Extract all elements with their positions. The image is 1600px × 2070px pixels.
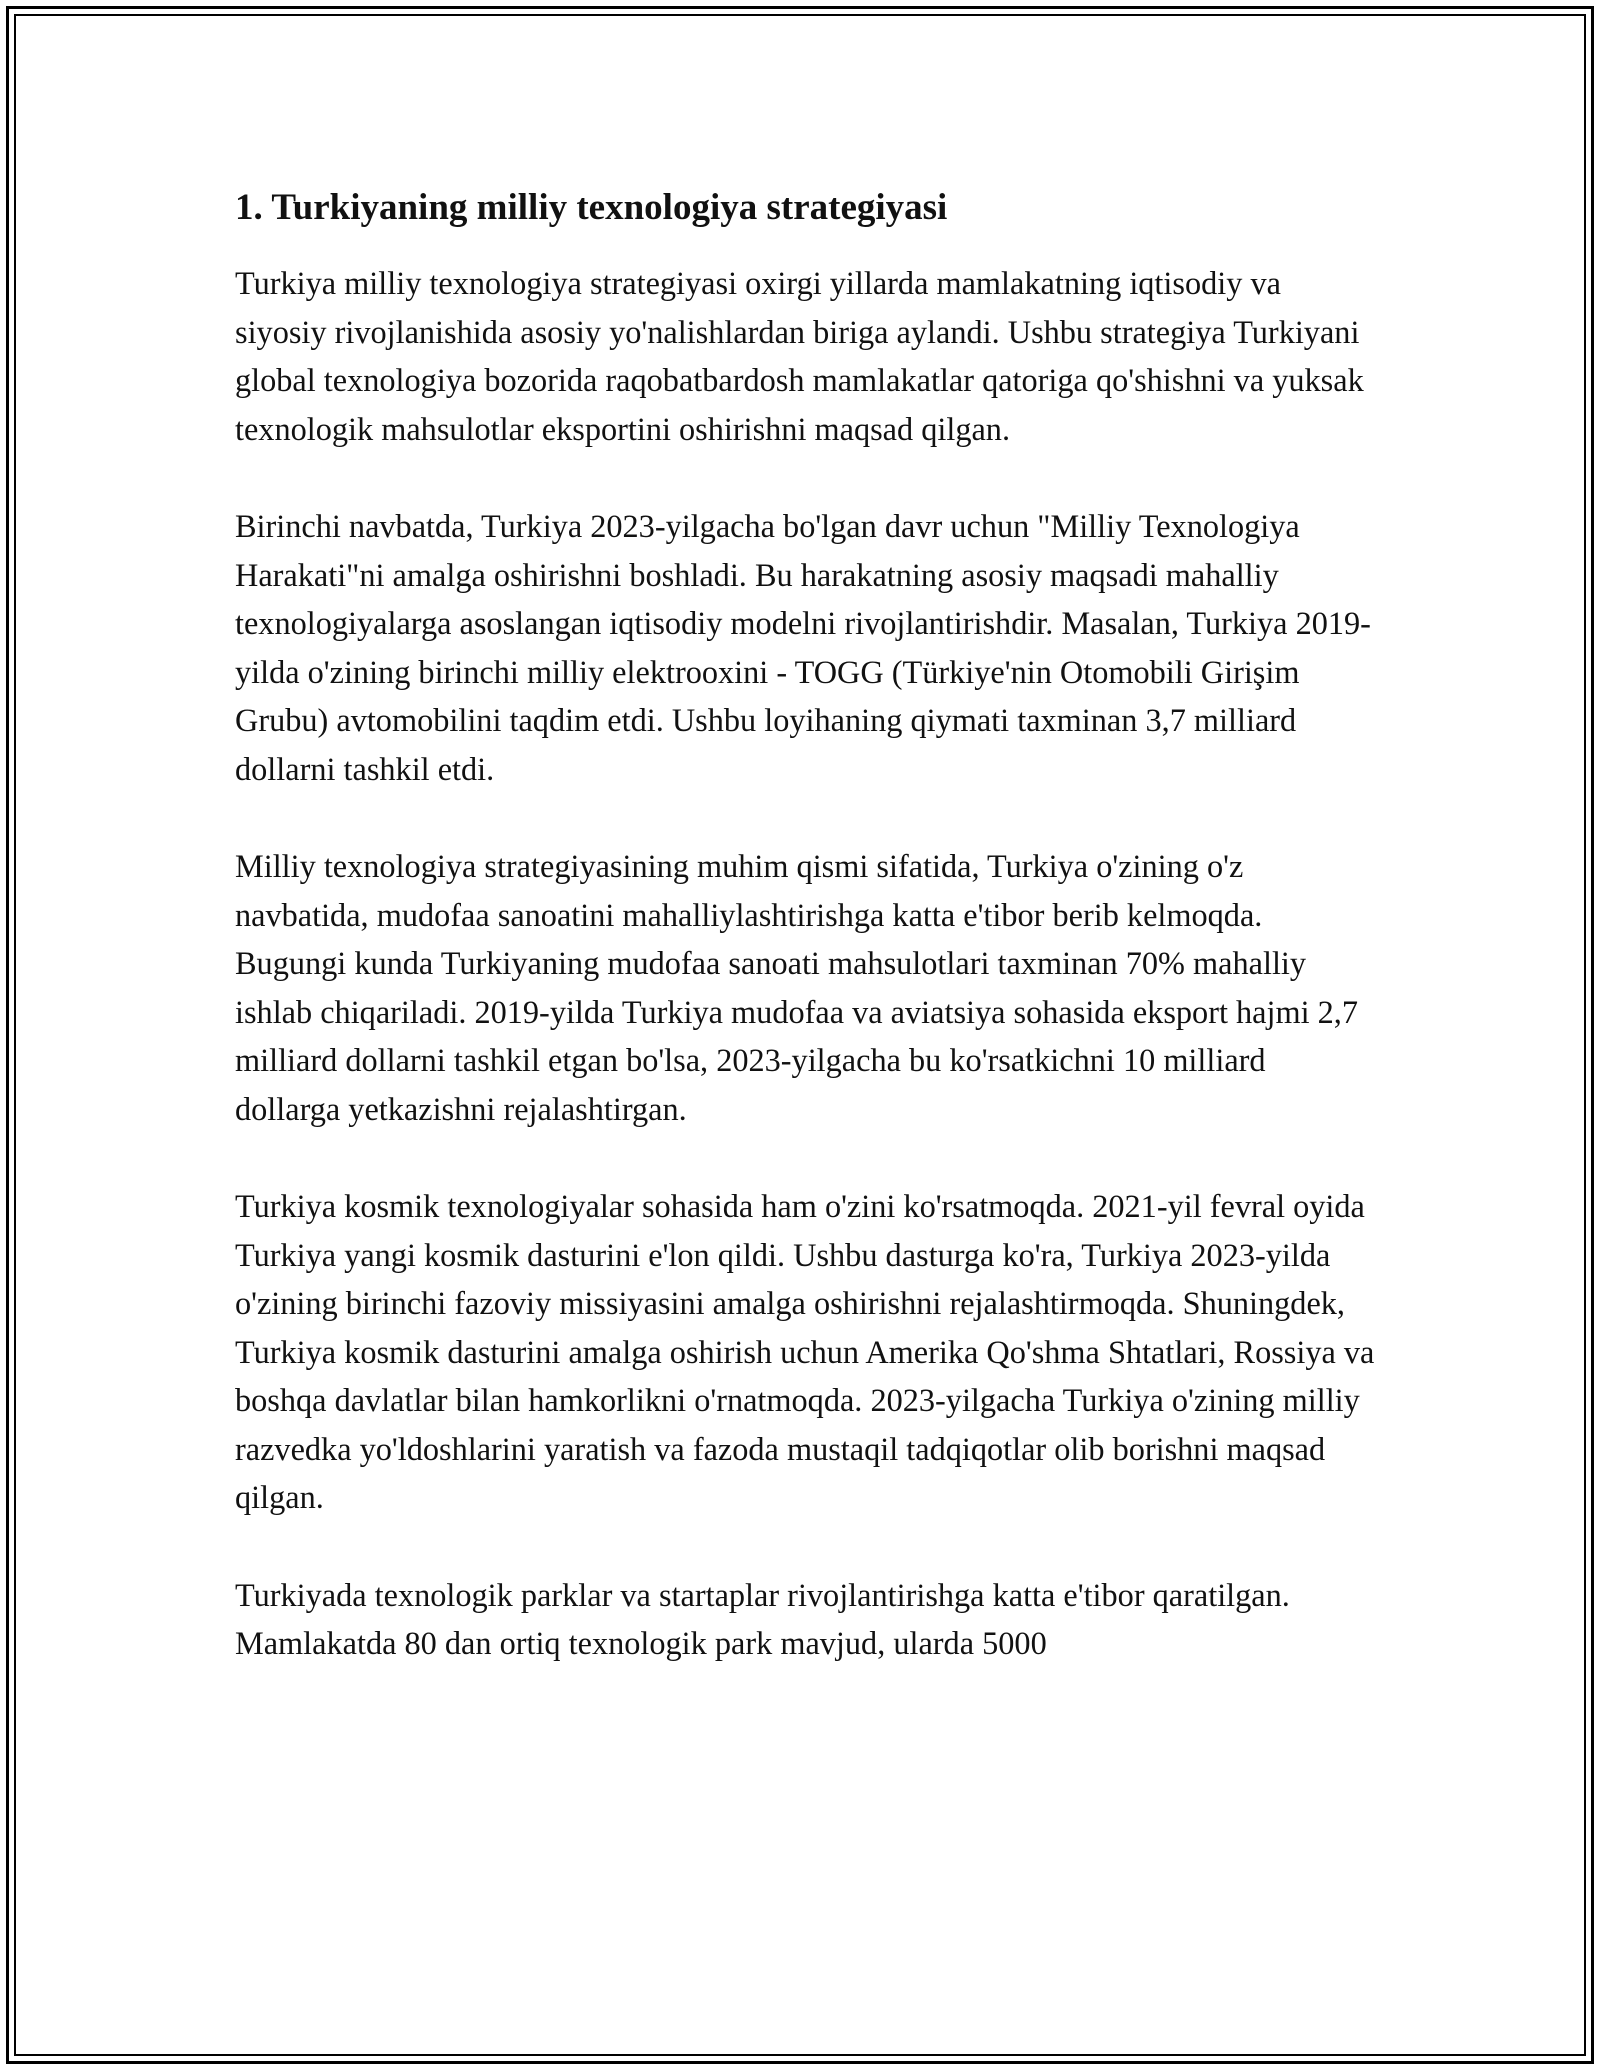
document-body: [235, 184, 1375, 1717]
paragraph-2: Birinchi navbatda, Turkiya 2023-yilgacha bo'lgan davr uchun "Milliy Texnologiya Harakati"ni amalga oshirishni boshladi. Bu harakatning asosiy maqsadi mahalliy texnologiyalarga asoslangan iqtisodiy modelni rivojlantirishdir. Masalan, Turkiya 2019-yilda o'zining birinchi milliy elektrooxini - TOGG (Türkiye'nin Otomobili Girişim Grubu) avtomobilini taqdim etdi. Ushbu loyihaning qiymati taxminan 3,7 milliard dollarni tashkil etdi.: [235, 508, 1371, 787]
paragraph-4: Turkiya kosmik texnologiyalar sohasida ham o'zini ko'rsatmoqda. 2021-yil fevral oyida Turkiya yangi kosmik dasturini e'lon qildi. Ushbu dasturga ko'ra, Turkiya 2023-yilda o'zining birinchi fazoviy missiyasini amalga oshirishni rejalashtirmoqda. Shuningdek, Turkiya kosmik dasturini amalga oshirish uchun Amerika Qo'shma Shtatlari, Rossiya va boshqa davlatlar bilan hamkorlikni o'rnatmoqda. 2023-yilgacha Turkiya o'zining milliy razvedka yo'ldoshlarini yaratish va fazoda mustaqil tadqiqotlar olib borishni maqsad qilgan.: [235, 1188, 1375, 1515]
section-heading: 1. Turkiyaning milliy texnologiya strategiyasi: [235, 187, 948, 228]
paragraph-3: Milliy texnologiya strategiyasining muhim qismi sifatida, Turkiya o'zining o'z navbatida, mudofaa sanoatini mahalliylashtirishga katta e'tibor berib kelmoqda. Bugungi kunda Turkiyaning mudofaa sanoati mahsulotlari taxminan 70% mahalliy ishlab chiqariladi. 2019-yilda Turkiya mudofaa va aviatsiya sohasida eksport hajmi 2,7 milliard dollarni tashkil etgan bo'lsa, 2023-yilgacha bu ko'rsatkichni 10 milliard dollarga yetkazishni rejalashtirgan.: [235, 848, 1358, 1127]
paragraph-5: Turkiyada texnologik parklar va startaplar rivojlantirishga katta e'tibor qaratilgan. Mamlakatda 80 dan ortiq texnologik park mavjud, ularda 5000: [235, 1576, 1290, 1661]
paragraph-1: Turkiya milliy texnologiya strategiyasi oxirgi yillarda mamlakatning iqtisodiy va siyosiy rivojlanishida asosiy yo'nalishlardan biriga aylandi. Ushbu strategiya Turkiyani global texnologiya bozorida raqobatbardosh mamlakatlar qatoriga qo'shishni va yuksak texnologik mahsulotlar eksportini oshirishni maqsad qilgan.: [235, 265, 1364, 447]
